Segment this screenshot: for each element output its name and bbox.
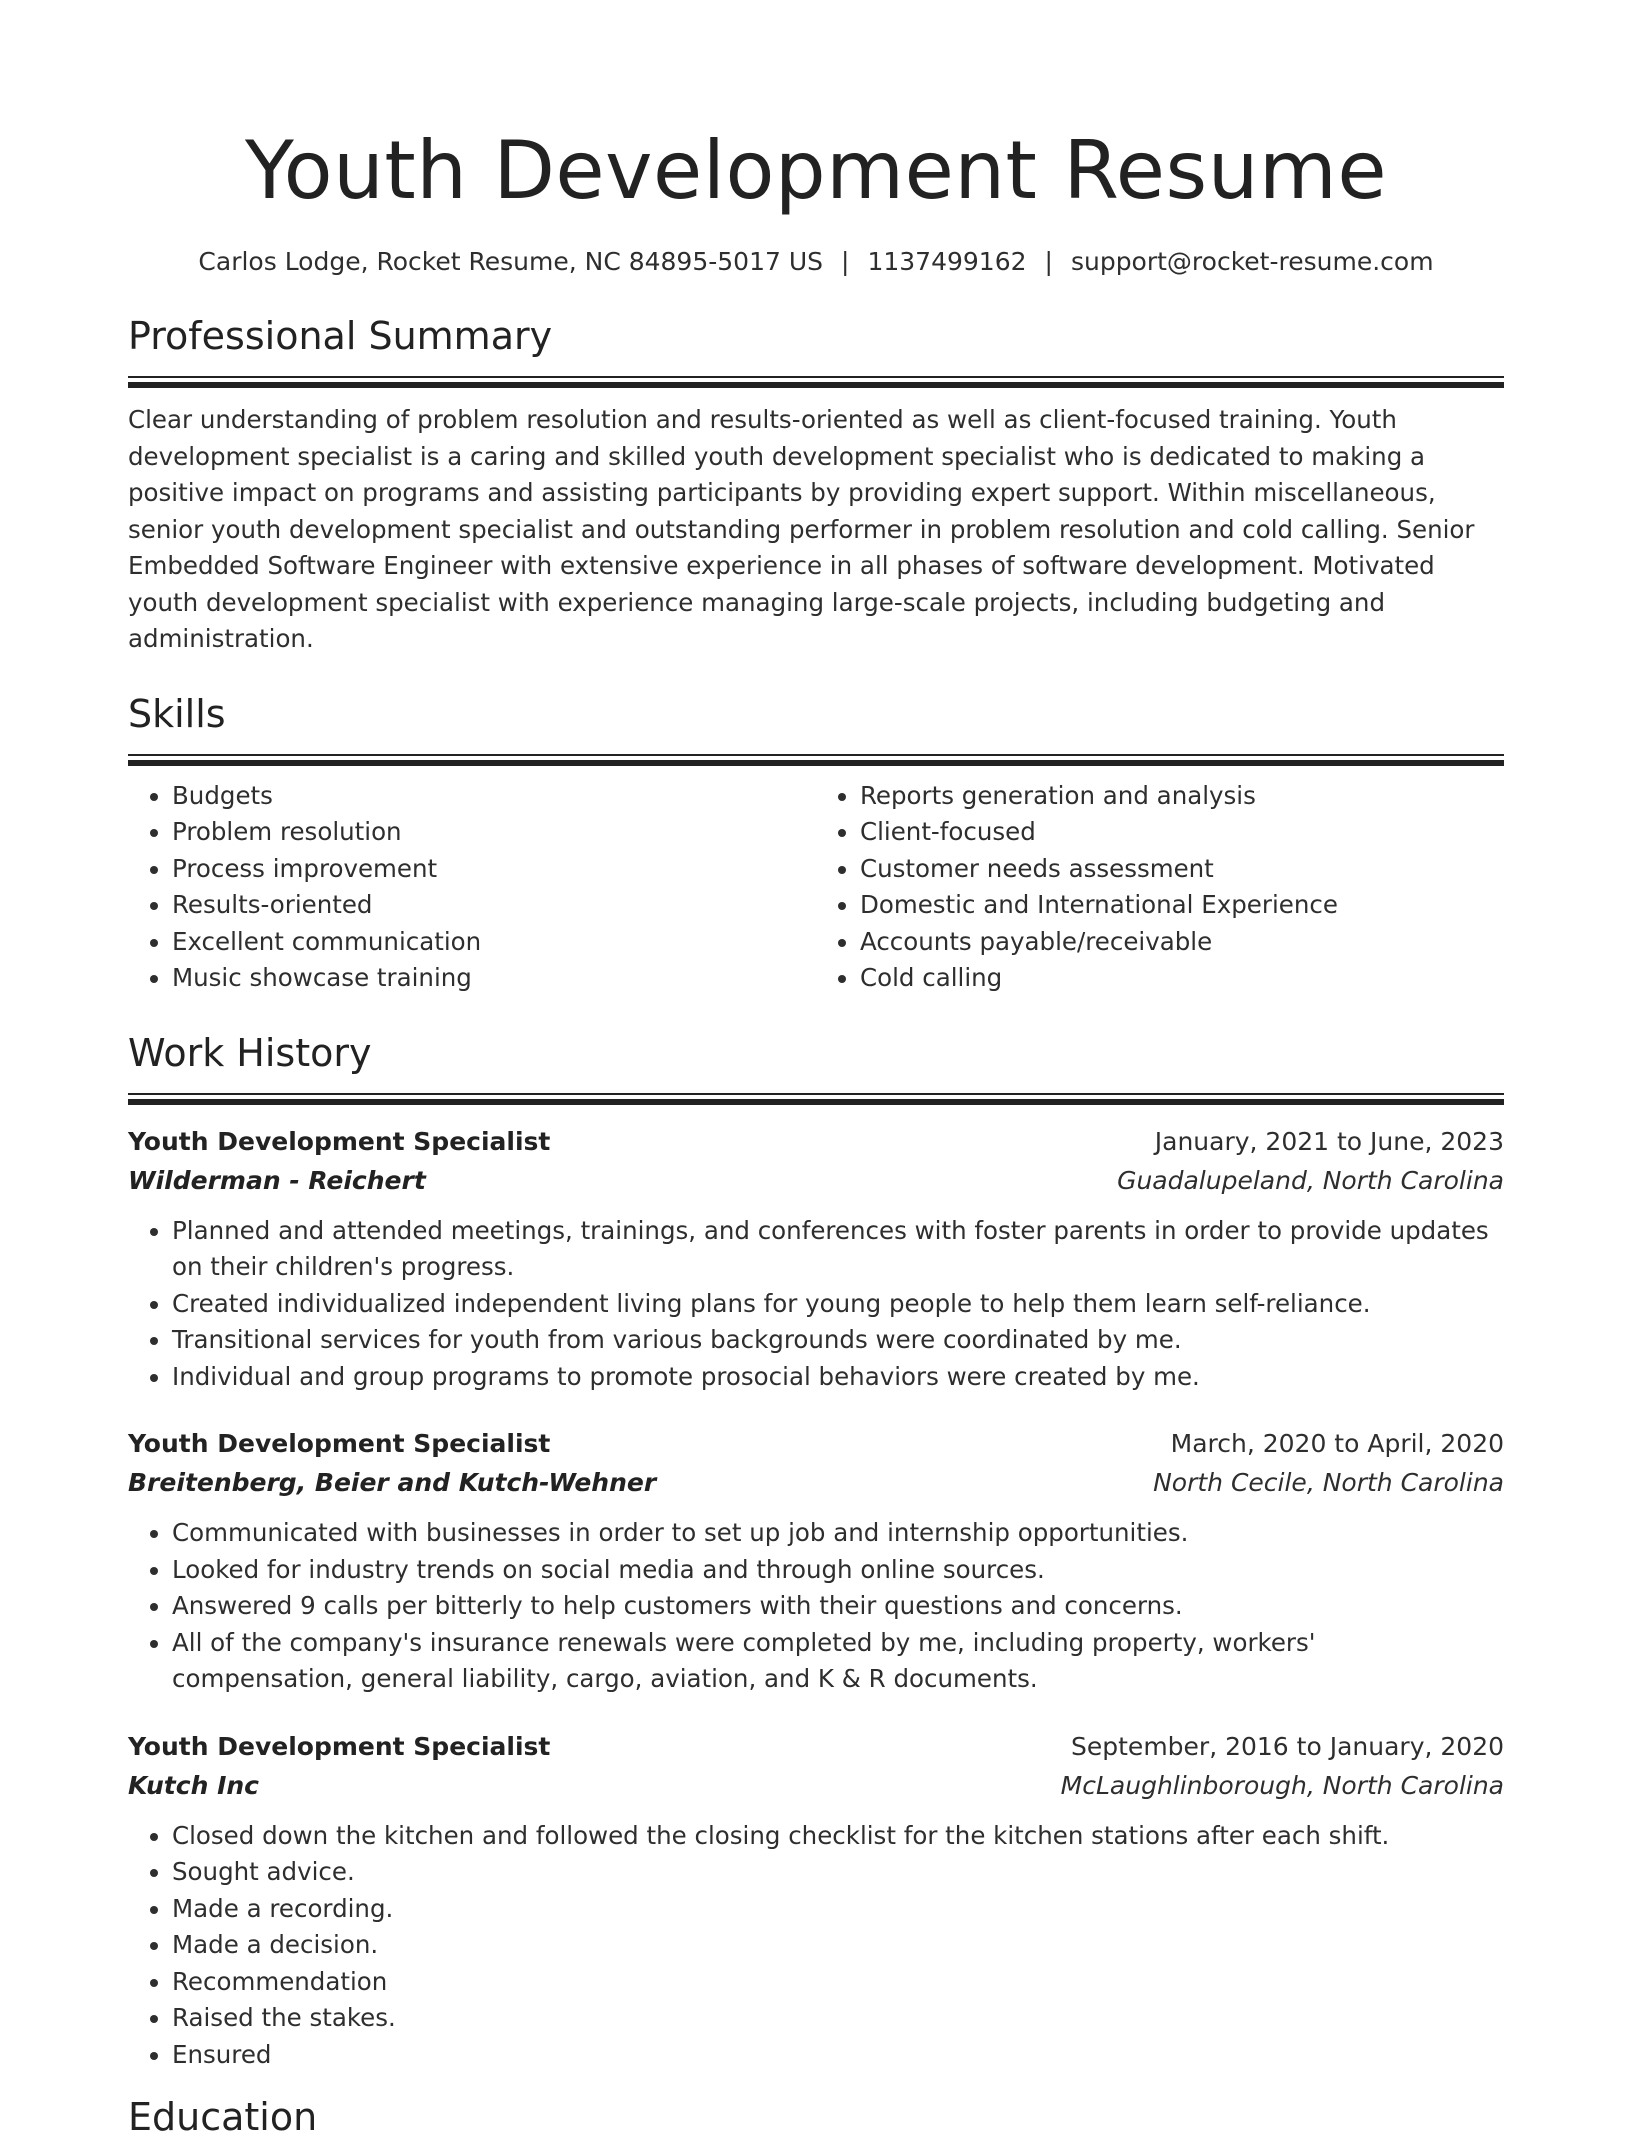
skills-right-column [816,778,1504,997]
job-entry [128,1425,1504,1698]
skill-item: • Music showcase training [172,960,816,997]
summary-section [128,310,1504,658]
job-title: Youth Development Specialist [128,1126,551,1156]
contact-separator: | [841,247,850,276]
job-bullet: • All of the company's insurance renewals were completed by me, including property, workers' compensation, general liability, cargo, aviation, and K & R documents. [172,1625,1504,1698]
skill-item: • Cold calling [860,960,1504,997]
job-location: Guadalupeland, North Carolina [1117,1165,1504,1195]
job-header-row [128,1728,1504,1766]
job-title: Youth Development Specialist [128,1429,551,1458]
job-bullet: • Raised the stakes. [172,2000,1504,2037]
job-company-row [128,1463,1504,1503]
job-bullet: • Individual and group programs to promote prosocial behaviors were created by me. [172,1359,1504,1396]
skill-item: • Budgets [172,778,816,815]
job-company: Breitenberg, Beier and Kutch-Wehner [128,1468,657,1497]
job-header-row [128,1123,1504,1161]
skill-item: • Problem resolution [172,814,816,851]
job-bullet: • Made a decision. [172,1927,1504,1964]
skills-left-column [128,778,816,997]
job-bullet: • Sought advice. [172,1854,1504,1891]
job-dates: September, 2016 to January, 2020 [1071,1731,1504,1761]
job-bullet: • Looked for industry trends on social media and through online sources. [172,1552,1504,1589]
skills-section [128,688,1504,997]
job-entry [128,1123,1504,1396]
resume-title: Youth Development Resume [244,124,1388,217]
job-bullet: • Closed down the kitchen and followed the closing checklist for the kitchen stations after each shift. [172,1818,1504,1855]
summary-heading: Professional Summary [128,314,553,358]
job-header-row [128,1425,1504,1463]
skill-item: • Client-focused [860,814,1504,851]
contact-address: Carlos Lodge, Rocket Resume, NC 84895-5017 US [198,247,824,276]
job-bullets [128,1515,1504,1698]
skill-item: • Process improvement [172,851,816,888]
job-bullet: • Planned and attended meetings, trainings, and conferences with foster parents in order to provide updates on their children's progress. [172,1213,1504,1286]
job-dates: March, 2020 to April, 2020 [1170,1429,1504,1458]
section-divider [128,754,1504,766]
summary-text: Clear understanding of problem resolution and results-oriented as well as client-focused training. Youth development specialist is a caring and skilled youth development specialist who is dedicated to making a positive impact on programs and assisting participants by providing expert support. Within miscellaneous, senior youth development specialist and outstanding performer in problem resolution and cold calling. Senior Embedded Software Engineer with extensive experience in all phases of software development. Motivated youth development specialist with experience managing large-scale projects, including budgeting and administration. [128,405,1475,653]
education-section [128,2091,1504,2143]
job-bullet: • Communicated with businesses in order to set up job and internship opportunities. [172,1515,1504,1552]
job-entry [128,1728,1504,2074]
job-bullets [128,1818,1504,2074]
job-bullet: • Created individualized independent living plans for young people to help them learn self-reliance. [172,1286,1504,1323]
contact-separator: | [1044,247,1053,276]
work-history-heading: Work History [128,1030,372,1075]
job-location: North Cecile, North Carolina [1153,1468,1504,1497]
skill-item: • Customer needs assessment [860,851,1504,888]
job-company-row [128,1766,1504,1806]
job-location: McLaughlinborough, North Carolina [1060,1770,1504,1800]
job-company: Wilderman - Reichert [128,1165,426,1195]
job-bullet: • Made a recording. [172,1891,1504,1928]
skill-item: • Excellent communication [172,924,816,961]
job-bullet: • Ensured [172,2037,1504,2074]
skill-item: • Results-oriented [172,887,816,924]
education-heading: Education [128,2095,318,2139]
section-divider [128,376,1504,388]
job-bullet: • Answered 9 calls per bitterly to help customers with their questions and concerns. [172,1588,1504,1625]
job-bullet: • Recommendation [172,1964,1504,2001]
skills-columns [128,778,1504,997]
contact-phone: 1137499162 [867,247,1027,276]
skills-heading: Skills [128,691,226,736]
job-dates: January, 2021 to June, 2023 [1154,1126,1504,1156]
skill-item: • Accounts payable/receivable [860,924,1504,961]
job-company-row [128,1161,1504,1201]
job-title: Youth Development Specialist [128,1731,551,1761]
job-company: Kutch Inc [128,1770,259,1800]
work-history-section [128,1027,1504,2074]
job-bullets [128,1213,1504,1396]
skill-item: • Reports generation and analysis [860,778,1504,815]
job-bullet: • Transitional services for youth from various backgrounds were coordinated by me. [172,1322,1504,1359]
contact-email: support@rocket-resume.com [1070,247,1434,276]
contact-line [128,244,1504,280]
section-divider [128,1093,1504,1105]
skill-item: • Domestic and International Experience [860,887,1504,924]
